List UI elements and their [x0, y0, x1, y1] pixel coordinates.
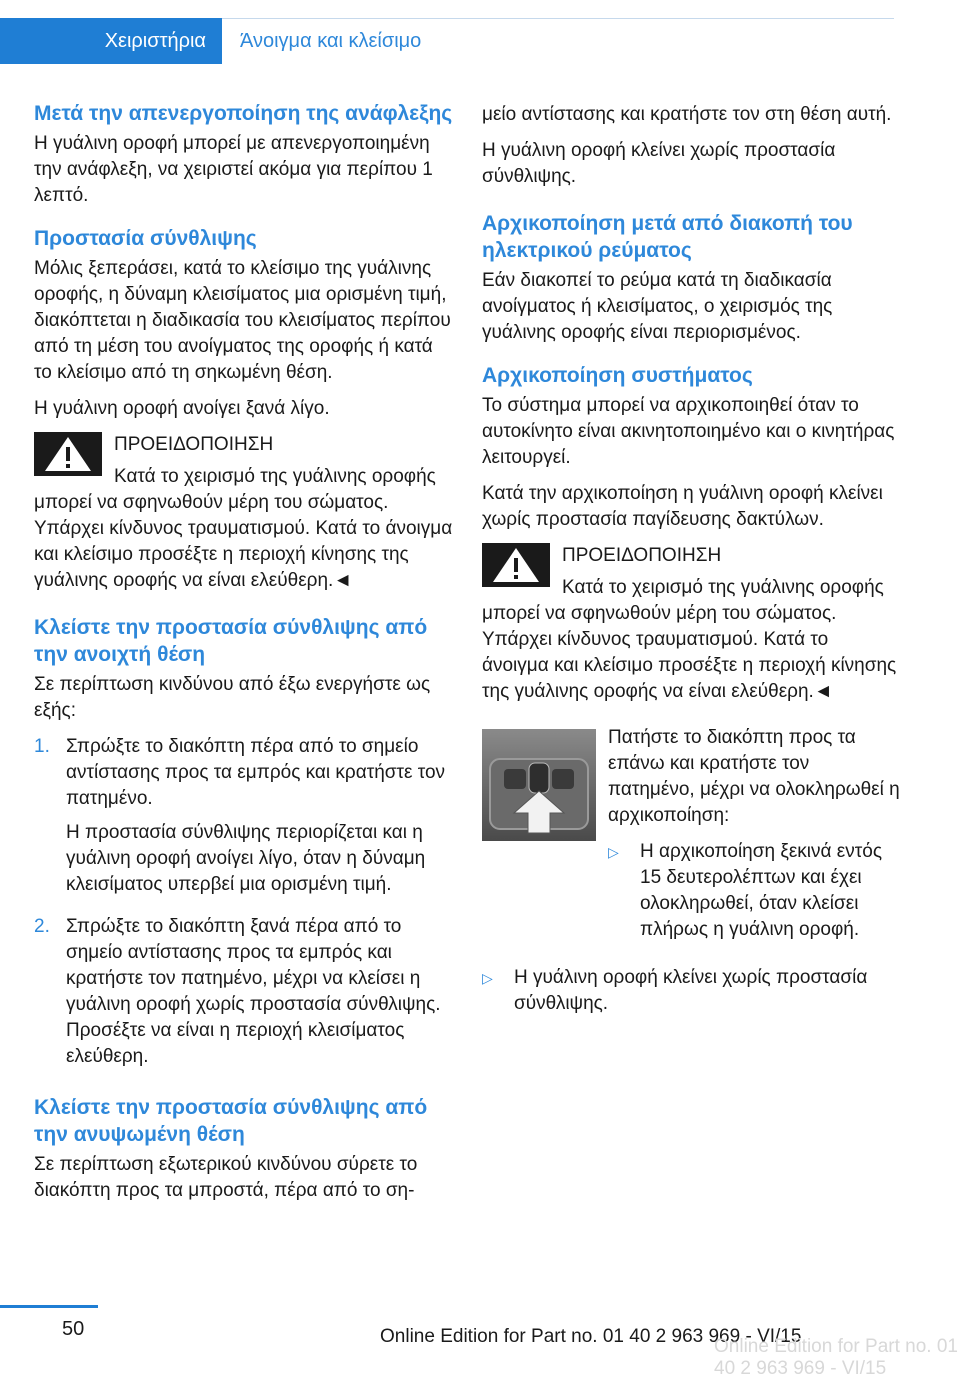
tab-open-close[interactable] [222, 18, 894, 64]
bullet-text: Η γυάλινη οροφή κλείνει χωρίς προστασία σύνθλιψης. [514, 967, 868, 1014]
section-system-init [482, 362, 900, 533]
outer-bullets [482, 965, 900, 1017]
init-after-power-loss-body: Εάν διακοπεί το ρεύμα κατά τη διαδικασία ανοίγματος ή κλεισίματος, ο χειρισμός της γυάλινης οροφής είναι περιορισμένος. [482, 270, 833, 343]
pinch-protection-p1: Μόλις ξεπεράσει, κατά το κλείσιμο της γυάλινης οροφής, η δύναμη κλεισίματος μια ορισμένη τιμή, διακόπτεται η διαδικασία του κλεισίματος περίπου από τη μέση του ανοίγματος της οροφής ή κατά το κλείσιμο από τη σηκωμένη θέση. [34, 258, 451, 383]
list-item [34, 914, 454, 1078]
watermark: Online Edition for Part no. 01 40 2 963 969 - VI/15 [714, 1336, 958, 1379]
warning-text: μπορεί να σφηνωθούν μέρη του σώματος. Υπάρχει κίνδυνος τραυματισμού. Κατά το άνοιγμα και κλείσιμο προσέξτε η περιοχή κίνησης της γυάλινης οροφής να είναι ελεύθερη.◄ [482, 603, 897, 702]
triangle-bullet-icon: ▷ [482, 970, 493, 986]
heading-pinch-protection: Προστασία σύνθλιψης [34, 227, 257, 250]
step-text: Σπρώξτε το διακόπτη ξανά πέρα από το σημείο αντίστασης προς τα εμπρός και κρατήστε τον πατημένο, μέχρι να κλείσει η γυάλινη οροφή χωρίς προστασία σύνθλιψης. Προσέξτε να είναι η περιοχή κλεισίματος ελεύθερη. [66, 916, 441, 1067]
heading-init-after-power-loss: Αρχικοποίηση μετά από διακοπή του ηλεκτρικού ρεύματος [482, 212, 853, 262]
tab-open-close-label: Άνοιγμα και κλείσιμο [240, 30, 422, 52]
continuation-text-2: Η γυάλινη οροφή κλείνει χωρίς προστασία σύνθλιψης. [482, 140, 836, 187]
step-number: 1. [34, 736, 50, 757]
heading-close-from-raised: Κλείστε την προστασία σύνθλιψης από την ανυψωμένη θέση [34, 1096, 428, 1146]
step-text: Σπρώξτε το διακόπτη πέρα από το σημείο αντίστασης προς τα εμπρός και κρατήστε τον πατημένο. [66, 736, 446, 809]
roof-switch-image [482, 729, 596, 841]
page-number: 50 [62, 1318, 85, 1340]
warning-triangle-icon [34, 432, 102, 476]
warning-line1: Κατά το χειρισμό της γυάλινης οροφής [114, 466, 436, 487]
warning-line1: Κατά το χειρισμό της γυάλινης οροφής [562, 577, 884, 598]
heading-system-init: Αρχικοποίηση συστήματος [482, 364, 753, 387]
bullet-text: Η αρχικοποίηση ξεκινά εντός 15 δευτερολέπτων και έχει ολοκληρωθεί, όταν κλείσει πλήρως η γυάλινη οροφή. [640, 841, 882, 940]
warning-title: ΠΡΟΕΙΔΟΠΟΙΗΣΗ [114, 434, 274, 455]
left-column [34, 100, 454, 1220]
warning-text: μπορεί να σφηνωθούν μέρη του σώματος. Υπάρχει κίνδυνος τραυματισμού. Κατά το άνοιγμα και κλείσιμο προσέξτε η περιοχή κίνησης της γυάλινης οροφής να είναι ελεύθερη.◄ [34, 492, 453, 591]
triangle-bullet-icon: ▷ [608, 844, 619, 860]
system-init-p1: Το σύστημα μπορεί να αρχικοποιηθεί όταν το αυτοκίνητο είναι ακινητοποιημένο και ο κινητήρας λειτουργεί. [482, 395, 895, 468]
list-item [34, 734, 454, 906]
continuation-text: μείο αντίστασης και κρατήστε τον στη θέση αυτή. [482, 104, 892, 125]
steps-list [34, 734, 454, 1078]
section-pinch-protection [34, 225, 454, 422]
edition-text: Online Edition for Part no. 01 40 2 963 969 - VI/15 [380, 1326, 802, 1347]
inner-bullets [608, 839, 900, 943]
warning-triangle-icon [482, 543, 550, 587]
heading-close-from-open: Κλείστε την προστασία σύνθλιψης από την ανοιχτή θέση [34, 616, 428, 666]
body-after-ignition-off: Η γυάλινη οροφή μπορεί με απενεργοποιημένη την ανάφλεξη, να χειριστεί ακόμα για περίπου 1 λεπτό. [34, 133, 433, 206]
warning-title: ΠΡΟΕΙΔΟΠΟΙΗΣΗ [562, 545, 722, 566]
list-item [608, 839, 900, 943]
warning-box [482, 543, 900, 705]
tab-controls[interactable] [0, 18, 222, 64]
pinch-protection-p2: Η γυάλινη οροφή ανοίγει ξανά λίγο. [34, 398, 330, 419]
system-init-p2: Κατά την αρχικοποίηση η γυάλινη οροφή κλείνει χωρίς προστασία παγίδευσης δακτύλων. [482, 483, 883, 530]
section-init-after-power-loss [482, 210, 900, 346]
warning-box [34, 432, 454, 594]
footer-rule [0, 1305, 98, 1308]
step-subtext: Η προστασία σύνθλιψης περιορίζεται και η γυάλινη οροφή ανοίγει λίγο, όταν η δύναμη κλεισίματος υπερβεί μια ορισμένη τιμή. [66, 822, 426, 895]
section-close-from-open [34, 614, 454, 1078]
section-close-from-raised [34, 1094, 454, 1204]
figure-block [482, 725, 900, 955]
heading-after-ignition-off: Μετά την απενεργοποίηση της ανάφλεξης [34, 102, 453, 125]
close-from-open-intro: Σε περίπτωση κινδύνου από έξω ενεργήστε ως εξής: [34, 674, 431, 721]
close-from-raised-body: Σε περίπτωση εξωτερικού κινδύνου σύρετε το διακόπτη προς τα μπροστά, πέρα από το ση- [34, 1154, 418, 1201]
tab-controls-label: Χειριστήρια [104, 29, 206, 52]
step-number: 2. [34, 916, 50, 937]
list-item [482, 965, 900, 1017]
right-column [482, 102, 900, 1029]
section-after-ignition-off [34, 100, 454, 209]
figure-text: Πατήστε το διακόπτη προς τα επάνω και κρατήστε τον πατημένο, μέχρι να ολοκληρωθεί η αρχικοποίηση: [608, 727, 900, 826]
